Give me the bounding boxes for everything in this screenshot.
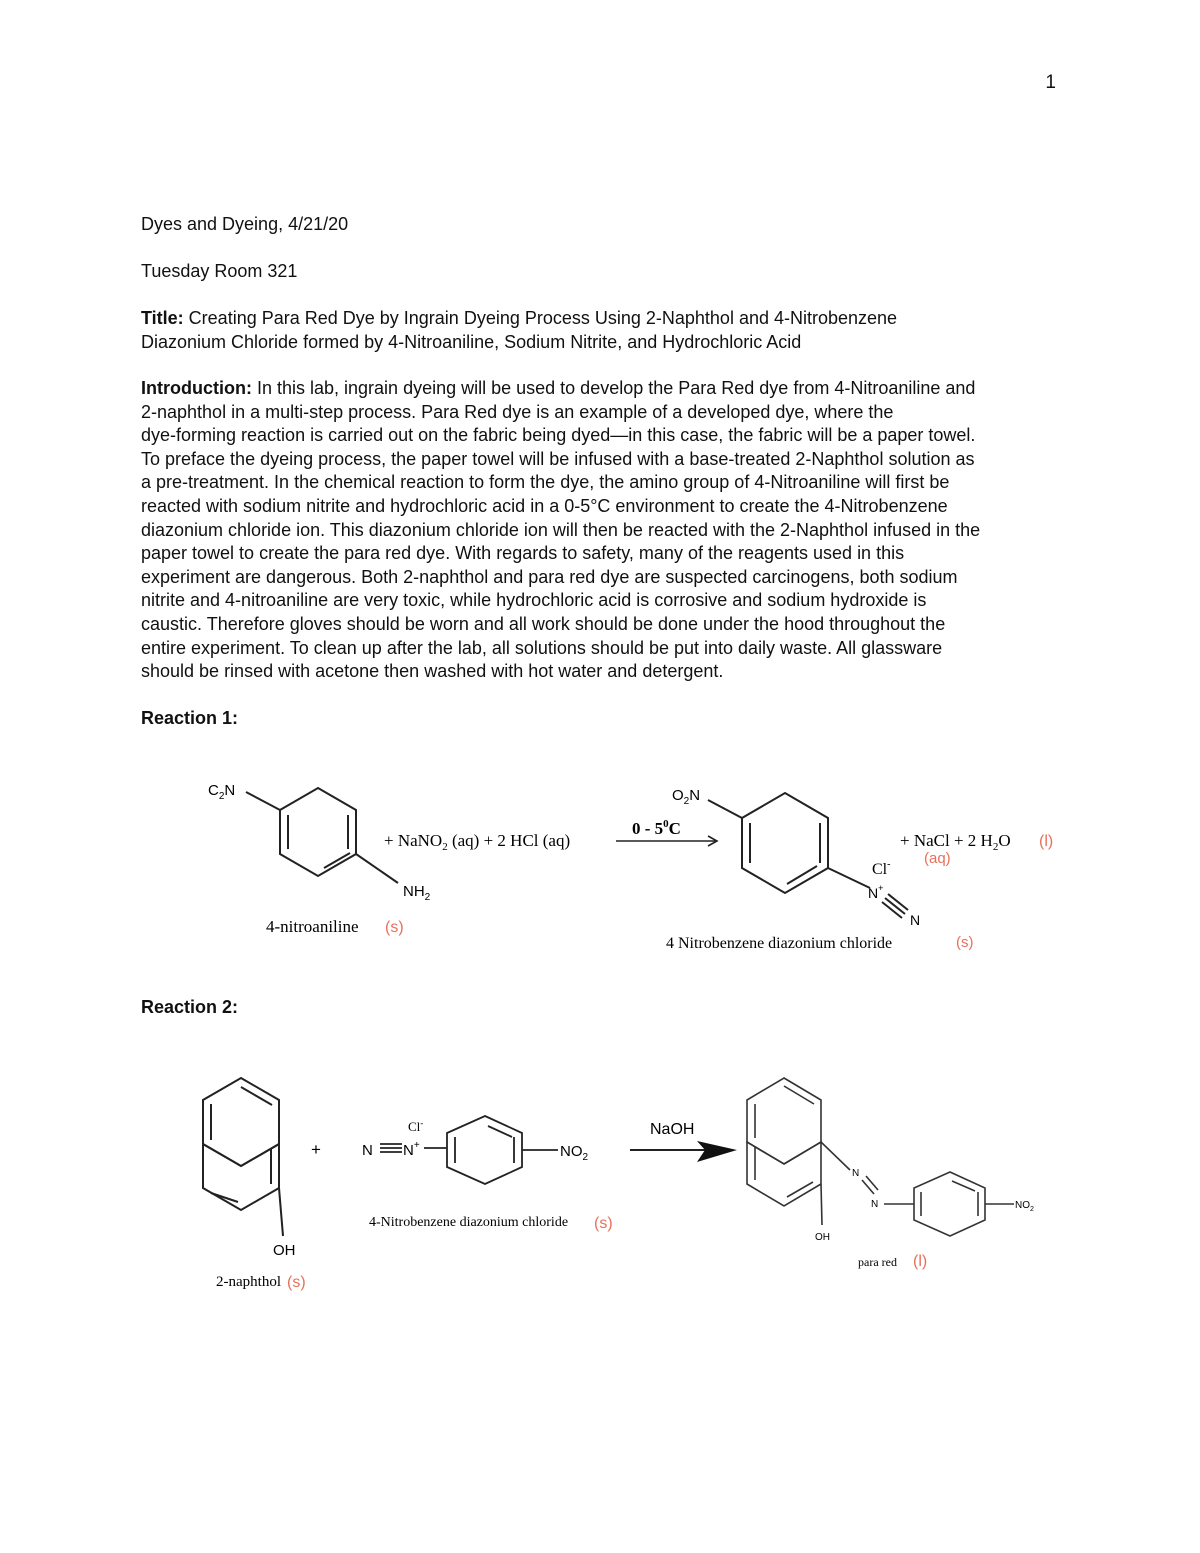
nitroaniline-structure: [246, 788, 398, 883]
introduction-line: nitrite and 4-nitroaniline are very toxic, while hydrochloric acid is corrosive and sodium hydroxide is: [141, 590, 927, 611]
introduction-line: a pre-treatment. In the chemical reaction to form the dye, the amino group of 4-Nitroaniline will first be: [141, 472, 950, 493]
title-section: [141, 307, 1066, 354]
introduction-line: diazonium chloride ion. This diazonium chloride ion will then be reacted with the 2-Naphthol infused in the: [141, 519, 981, 540]
introduction-label: Introduction:: [141, 378, 252, 398]
introduction-line: 2-naphthol in a multi-step process. Para Red dye is an example of a developed dye, where the: [141, 401, 894, 422]
para-red-nitro: $NO_2$: [1015, 1200, 1034, 1213]
title-text-line-2: Diazonium Chloride formed by 4-Nitroaniline, Sodium Nitrite, and Hydrochloric Acid: [141, 331, 802, 352]
para-red-hydroxyl: OH: [815, 1232, 830, 1243]
naphthol-hydroxyl: OH: [273, 1242, 296, 1259]
azo-n-2: N: [871, 1199, 879, 1210]
diazonium-nitro-group: $O_2N$: [672, 787, 701, 807]
page-number: 1: [1045, 72, 1056, 93]
naphthol-label: 2-naphthol: [216, 1274, 281, 1290]
introduction-line: To preface the dyeing process, the paper towel will be infused with a base-treated 2-Naphthol solution as: [141, 448, 975, 469]
reaction-2-arrow: [630, 1141, 737, 1162]
introduction-line: dye-forming reaction is carried out on the fabric being dyed—in this case, the fabric will be a paper towel.: [141, 425, 976, 446]
azo-n-1: N: [852, 1168, 860, 1179]
reaction-1-condition: $0 - 5^0C$: [632, 818, 681, 838]
diazonium-reactant-chloride: Cl-: [408, 1118, 424, 1134]
reaction-1-scheme: [0, 760, 1200, 970]
para-red-state: (l): [913, 1253, 928, 1270]
diazonium-reactant-n: N: [362, 1142, 373, 1159]
para-red-structure: [747, 1078, 1014, 1236]
reaction-1-reagents: + NaNO$_2$ (aq) + 2 HCl (aq): [384, 831, 571, 853]
introduction-line: reacted with sodium nitrite and hydrochloric acid in a 0-5°C environment to create the 4-Nitrobenzene: [141, 495, 948, 516]
naphthol-state: (s): [287, 1274, 306, 1291]
diazonium-reactant-n-plus: N+: [403, 1140, 420, 1159]
introduction-line: caustic. Therefore gloves should be worn and all work should be done under the hood throughout the: [141, 613, 946, 634]
nitroaniline-nitro-group: $C_2N$: [208, 782, 236, 802]
diazonium-state: (s): [956, 934, 974, 951]
diazonium-label: 4 Nitrobenzene diazonium chloride: [666, 935, 893, 952]
nitroaniline-state: (s): [385, 919, 404, 936]
introduction-line: entire experiment. To clean up after the lab, all solutions should be put into daily waste. All glassware: [141, 637, 943, 658]
chloride-ion: Cl-: [872, 859, 891, 878]
nitroaniline-label: 4-nitroaniline: [266, 917, 359, 936]
document-heading: Dyes and Dyeing, 4/21/20: [141, 214, 349, 234]
diazonium-reactant-label: 4-Nitrobenzene diazonium chloride: [369, 1215, 569, 1230]
diazonium-terminal-n: N: [910, 912, 921, 928]
title-label: Title:: [141, 308, 184, 328]
reaction-2-scheme: [0, 1060, 1200, 1310]
title-text-line-1: Creating Para Red Dye by Ingrain Dyeing Process Using 2-Naphthol and 4-Nitrobenzene: [183, 308, 898, 328]
nacl-state: (aq): [924, 850, 951, 867]
introduction-section: [141, 377, 1066, 684]
reaction-2-plus: +: [311, 1140, 321, 1159]
introduction-line: In this lab, ingrain dyeing will be used to develop the Para Red dye from 4-Nitroaniline and: [251, 378, 976, 398]
reaction-2-base: NaOH: [650, 1121, 695, 1138]
session-info: Tuesday Room 321: [141, 261, 298, 281]
introduction-line: should be rinsed with acetone then washed with hot water and detergent.: [141, 661, 724, 682]
introduction-line: paper towel to create the para red dye. With regards to safety, many of the reagents used in this: [141, 543, 905, 564]
diazonium-reactant-nitro: $NO_2$: [560, 1143, 589, 1163]
water-state: (l): [1039, 833, 1054, 850]
naphthol-structure: [203, 1078, 283, 1236]
diazonium-n-plus: N+: [868, 883, 884, 901]
nitroaniline-amine-group: $NH_2$: [403, 883, 431, 903]
diazonium-reactant-state: (s): [594, 1215, 613, 1232]
introduction-line: experiment are dangerous. Both 2-naphthol and para red dye are suspected carcinogens, both sodium: [141, 566, 958, 587]
reaction-1-byproducts: + NaCl + 2 $H_2O$: [900, 831, 1011, 853]
reaction-1-heading: Reaction 1:: [141, 708, 239, 728]
para-red-label: para red: [858, 1255, 897, 1269]
reaction-2-heading: Reaction 2:: [141, 997, 239, 1017]
